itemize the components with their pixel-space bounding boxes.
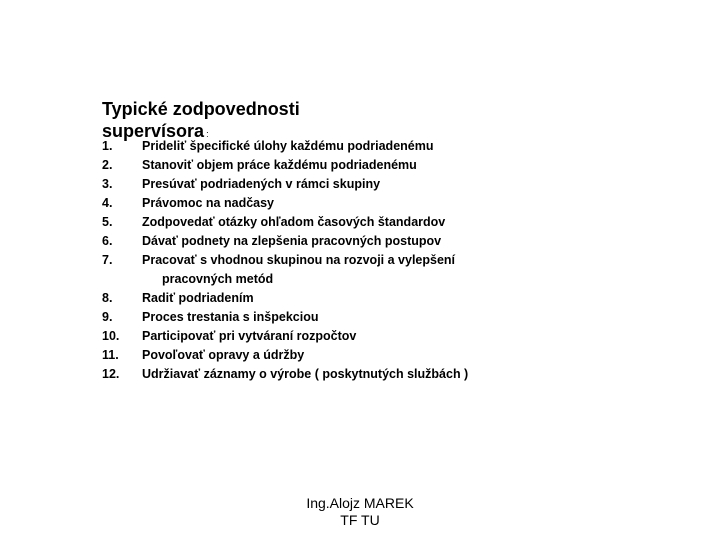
- item-text: Prideliť špecifické úlohy každému podriadenému: [142, 139, 434, 153]
- list-item: [102, 289, 468, 308]
- item-text: Udržiavať záznamy o výrobe ( poskytnutých službách ): [142, 367, 469, 381]
- organization: TF TU: [340, 512, 380, 528]
- list-item: [102, 327, 468, 346]
- list-item: [102, 137, 468, 156]
- item-number: 3.: [102, 177, 113, 191]
- item-text: Radiť podriadením: [142, 291, 254, 305]
- item-text: Stanoviť objem práce každému podriadenému: [142, 158, 417, 172]
- item-text: Participovať pri vytváraní rozpočtov: [142, 329, 357, 343]
- author-name: Ing.Alojz MAREK: [306, 495, 414, 511]
- responsibilities-list: [102, 137, 468, 384]
- list-item: [102, 213, 468, 232]
- item-text: Zodpovedať otázky ohľadom časových štandardov: [142, 215, 446, 229]
- item-number: 11.: [102, 348, 119, 362]
- list-item: [102, 175, 468, 194]
- list-item: [102, 251, 468, 270]
- list-item: [102, 365, 468, 384]
- title-colon: :: [206, 129, 209, 139]
- item-number: 8.: [102, 291, 113, 305]
- item-number: 5.: [102, 215, 113, 229]
- item-number: 10.: [102, 329, 120, 343]
- title-line-1: Typické zodpovednosti: [102, 99, 300, 119]
- item-number: 9.: [102, 310, 113, 324]
- item-number: 2.: [102, 158, 113, 172]
- item-text: Presúvať podriadených v rámci skupiny: [142, 177, 381, 191]
- item-text: Dávať podnety na zlepšenia pracovných postupov: [142, 234, 442, 248]
- item-number: 7.: [102, 253, 113, 267]
- item-text: Povoľovať opravy a údržby: [142, 348, 305, 362]
- item-number: 6.: [102, 234, 113, 248]
- title-word: supervísora: [102, 121, 205, 141]
- item-number: 4.: [102, 196, 113, 210]
- item-text: Pracovať s vhodnou skupinou na rozvoji a vylepšení: [142, 253, 456, 267]
- list-item: [102, 308, 468, 327]
- list-item-continuation: [102, 270, 468, 289]
- footer: [260, 495, 460, 529]
- item-text: Právomoc na nadčasy: [142, 196, 275, 210]
- list-item: [102, 232, 468, 251]
- item-number: 1.: [102, 139, 113, 153]
- item-text: Proces trestania s inšpekciou: [142, 310, 319, 324]
- list-item: [102, 346, 468, 365]
- item-number: 12.: [102, 367, 120, 381]
- item-text-continuation: pracovných metód: [162, 272, 274, 286]
- list-item: [102, 194, 468, 213]
- list-item: [102, 156, 468, 175]
